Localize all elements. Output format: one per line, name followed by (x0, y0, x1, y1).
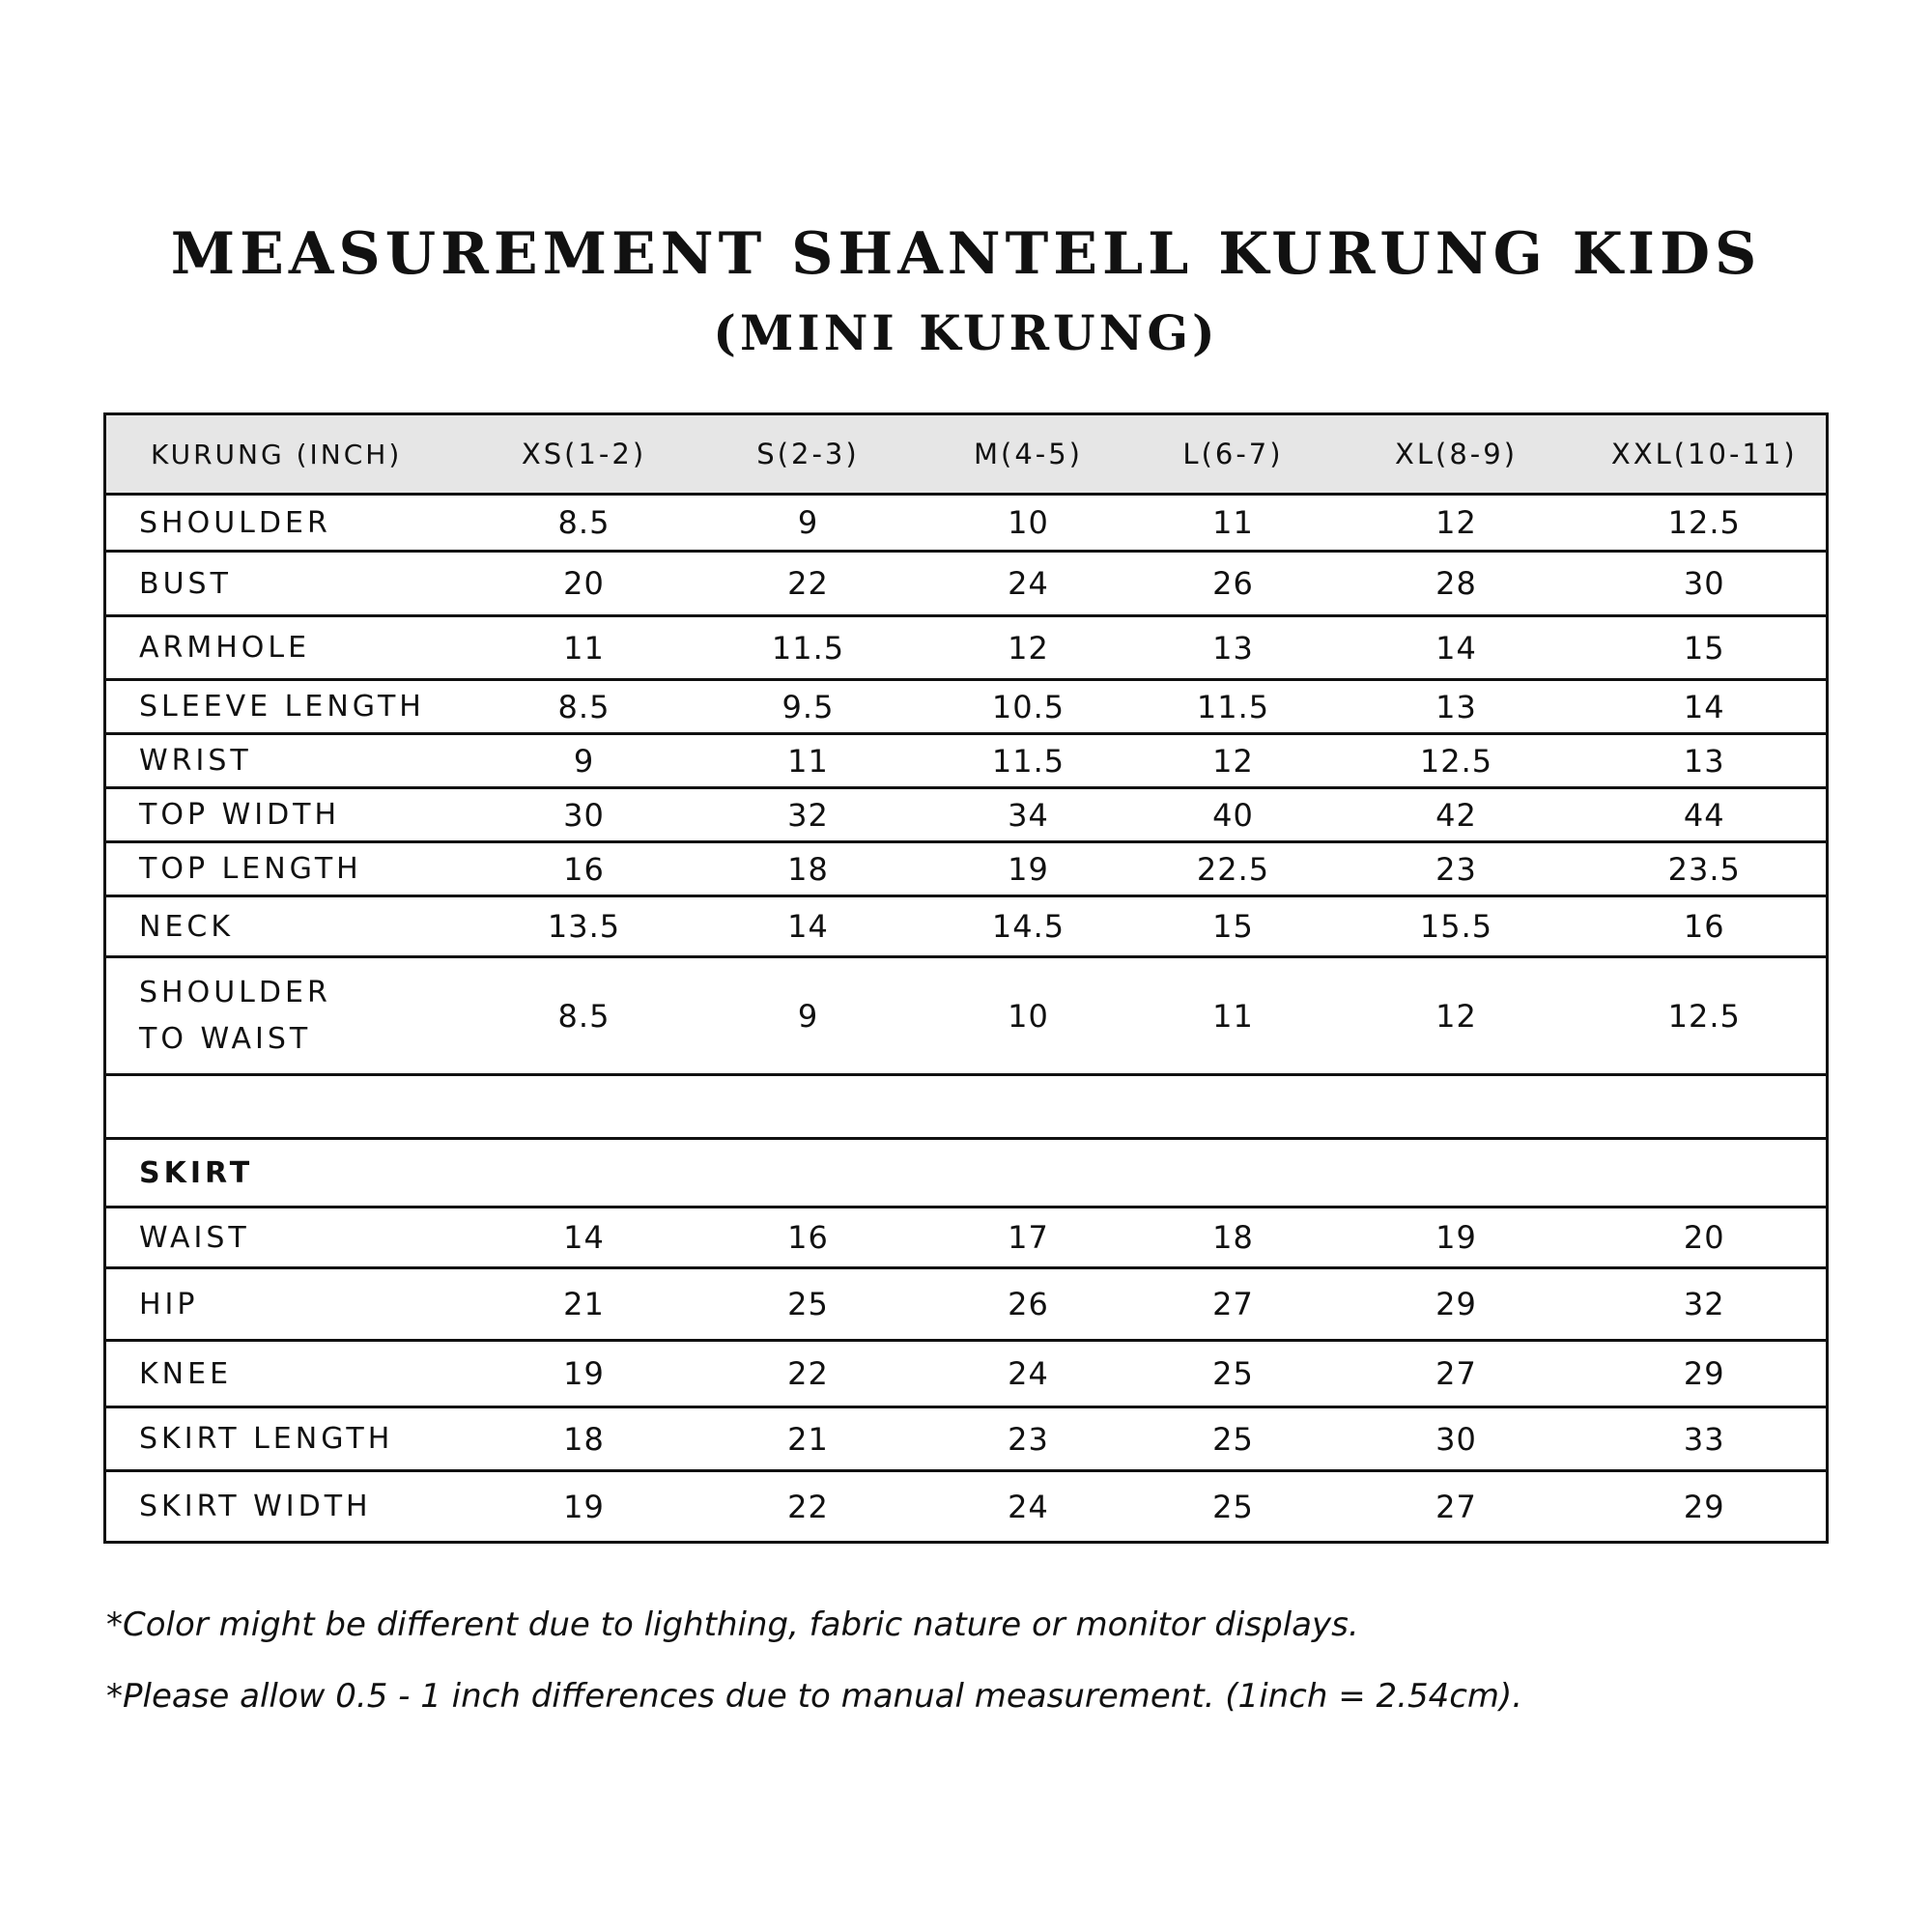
table-cell: 22 (696, 552, 921, 616)
size-chart-table (103, 412, 1829, 1544)
table-cell: 13 (1583, 734, 1828, 788)
table-cell: 12.5 (1583, 957, 1828, 1075)
table-cell: 22.5 (1137, 842, 1330, 896)
table-row (105, 842, 1828, 896)
table-cell: 12.5 (1583, 495, 1828, 552)
table-cell: 27 (1330, 1471, 1583, 1543)
table-cell: 23 (1330, 842, 1583, 896)
table-cell: 10 (921, 495, 1137, 552)
table-cell: 24 (921, 1471, 1137, 1543)
table-cell: 16 (472, 842, 696, 896)
table-cell: 9 (472, 734, 696, 788)
table-cell: 16 (696, 1208, 921, 1268)
table-row (105, 788, 1828, 842)
row-label: TOP LENGTH (105, 842, 472, 896)
table-cell: 30 (472, 788, 696, 842)
row-label: BUST (105, 552, 472, 616)
table-cell: 26 (1137, 552, 1330, 616)
table-cell: 25 (696, 1268, 921, 1341)
table-cell: 12.5 (1330, 734, 1583, 788)
row-label: TOP WIDTH (105, 788, 472, 842)
table-cell: 9 (696, 495, 921, 552)
table-cell: 17 (921, 1208, 1137, 1268)
table-cell: 15 (1583, 616, 1828, 680)
table-cell: 14 (1330, 616, 1583, 680)
table-row (105, 1341, 1828, 1407)
header-kurung-inch: KURUNG (INCH) (105, 414, 472, 495)
row-label: SKIRT LENGTH (105, 1407, 472, 1471)
table-cell: 12 (1330, 495, 1583, 552)
table-cell: 22 (696, 1341, 921, 1407)
table-row (105, 957, 1828, 1075)
table-cell: 29 (1583, 1341, 1828, 1407)
table-cell: 24 (921, 1341, 1137, 1407)
table-cell: 18 (1137, 1208, 1330, 1268)
row-label: WRIST (105, 734, 472, 788)
table-row (105, 495, 1828, 552)
table-row (105, 734, 1828, 788)
table-cell: 27 (1330, 1341, 1583, 1407)
table-cell: 13 (1137, 616, 1330, 680)
table-cell: 26 (921, 1268, 1137, 1341)
table-cell: 16 (1583, 896, 1828, 957)
table-row (105, 1208, 1828, 1268)
table-cell: 30 (1330, 1407, 1583, 1471)
row-label (105, 957, 472, 1075)
table-cell: 11 (1137, 957, 1330, 1075)
table-cell: 11.5 (696, 616, 921, 680)
note-color-disclaimer: *Color might be different due to lighthing, fabric nature or monitor displays. (106, 1605, 1359, 1644)
empty-cell (105, 1075, 1828, 1139)
table-cell: 25 (1137, 1407, 1330, 1471)
table-cell: 19 (1330, 1208, 1583, 1268)
table-cell: 21 (472, 1268, 696, 1341)
header-row (105, 414, 1828, 495)
row-label: WAIST (105, 1208, 472, 1268)
table-cell: 8.5 (472, 957, 696, 1075)
table-cell: 44 (1583, 788, 1828, 842)
table-row (105, 1407, 1828, 1471)
empty-row (105, 1075, 1828, 1139)
table-row (105, 680, 1828, 734)
header-size-xxl: XXL(10-11) (1583, 414, 1828, 495)
table-cell: 22 (696, 1471, 921, 1543)
table-cell: 15.5 (1330, 896, 1583, 957)
table-cell: 25 (1137, 1471, 1330, 1543)
table-row (105, 552, 1828, 616)
table-cell: 11 (696, 734, 921, 788)
table-cell: 21 (696, 1407, 921, 1471)
table-cell: 11.5 (1137, 680, 1330, 734)
table-cell: 13 (1330, 680, 1583, 734)
table-cell: 11 (472, 616, 696, 680)
table-cell: 23.5 (1583, 842, 1828, 896)
row-label-line-2: TO WAIST (139, 1021, 312, 1056)
table-cell: 30 (1583, 552, 1828, 616)
table-cell: 12 (1330, 957, 1583, 1075)
table-cell: 19 (921, 842, 1137, 896)
row-label-line-1: SHOULDER (139, 975, 331, 1009)
table-row (105, 616, 1828, 680)
table-cell: 20 (472, 552, 696, 616)
table-cell: 32 (1583, 1268, 1828, 1341)
table-cell: 19 (472, 1471, 696, 1543)
table-cell: 18 (472, 1407, 696, 1471)
table-cell: 14 (472, 1208, 696, 1268)
row-label: SHOULDER (105, 495, 472, 552)
table-cell: 11.5 (921, 734, 1137, 788)
table-cell: 12 (921, 616, 1137, 680)
table-cell: 32 (696, 788, 921, 842)
header-size-xl: XL(8-9) (1330, 414, 1583, 495)
table-cell: 34 (921, 788, 1137, 842)
table-row (105, 896, 1828, 957)
table-cell: 25 (1137, 1341, 1330, 1407)
note-measurement-disclaimer: *Please allow 0.5 - 1 inch differences due to manual measurement. (1inch = 2.54cm). (106, 1677, 1523, 1716)
section-label-skirt: SKIRT (105, 1139, 1828, 1208)
table-cell: 18 (696, 842, 921, 896)
table-cell: 42 (1330, 788, 1583, 842)
row-label: ARMHOLE (105, 616, 472, 680)
header-size-l: L(6-7) (1137, 414, 1330, 495)
table-cell: 14 (1583, 680, 1828, 734)
table-cell: 19 (472, 1341, 696, 1407)
table-cell: 14 (696, 896, 921, 957)
table-cell: 29 (1330, 1268, 1583, 1341)
table-cell: 10 (921, 957, 1137, 1075)
table-row (105, 1471, 1828, 1543)
table-cell: 9.5 (696, 680, 921, 734)
row-label: KNEE (105, 1341, 472, 1407)
table-cell: 24 (921, 552, 1137, 616)
header-size-m: M(4-5) (921, 414, 1137, 495)
table-cell: 9 (696, 957, 921, 1075)
page-title: MEASUREMENT SHANTELL KURUNG KIDS (170, 220, 1762, 288)
table-cell: 33 (1583, 1407, 1828, 1471)
table-cell: 12 (1137, 734, 1330, 788)
table-cell: 11 (1137, 495, 1330, 552)
row-label: SLEEVE LENGTH (105, 680, 472, 734)
row-label: NECK (105, 896, 472, 957)
header-size-s: S(2-3) (696, 414, 921, 495)
table-cell: 28 (1330, 552, 1583, 616)
table-cell: 40 (1137, 788, 1330, 842)
row-label: HIP (105, 1268, 472, 1341)
table-cell: 23 (921, 1407, 1137, 1471)
page-subtitle: (MINI KURUNG) (713, 304, 1219, 361)
section-row (105, 1139, 1828, 1208)
table-cell: 10.5 (921, 680, 1137, 734)
table-cell: 27 (1137, 1268, 1330, 1341)
table-cell: 14.5 (921, 896, 1137, 957)
header-size-xs: XS(1-2) (472, 414, 696, 495)
table-cell: 20 (1583, 1208, 1828, 1268)
row-label: SKIRT WIDTH (105, 1471, 472, 1543)
table-cell: 8.5 (472, 495, 696, 552)
table-cell: 29 (1583, 1471, 1828, 1543)
table-cell: 13.5 (472, 896, 696, 957)
table-cell: 15 (1137, 896, 1330, 957)
table-row (105, 1268, 1828, 1341)
table-cell: 8.5 (472, 680, 696, 734)
